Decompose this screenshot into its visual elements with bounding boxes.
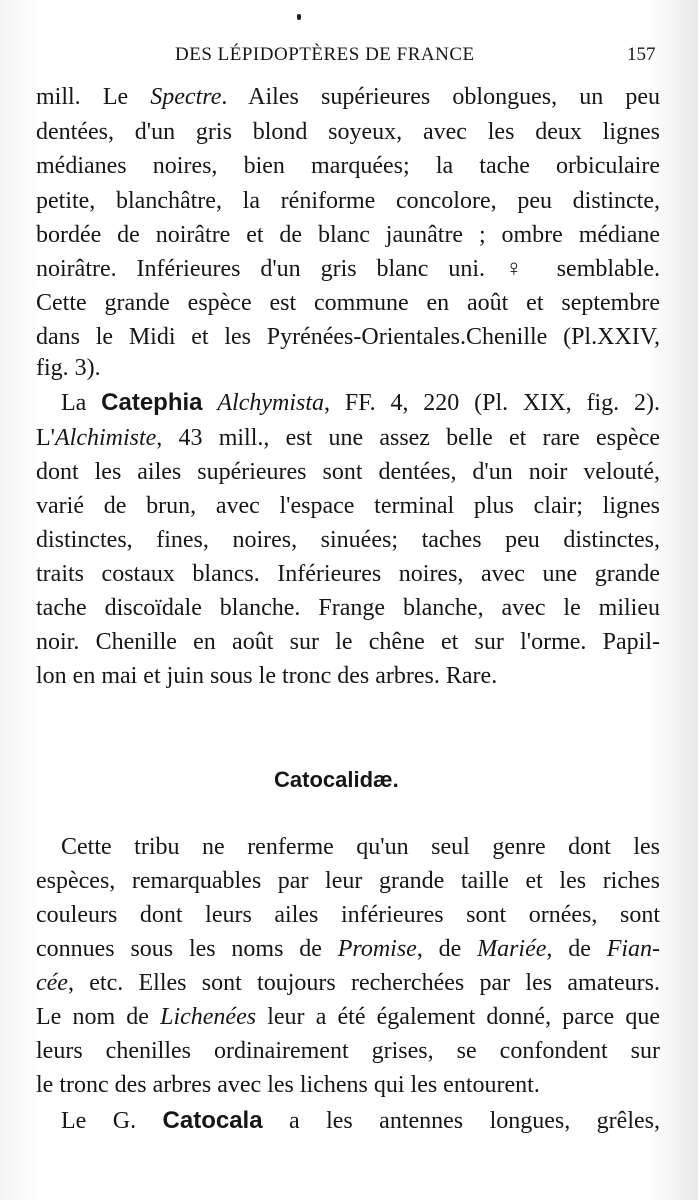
para3-line1: Cette tribu ne renferme qu'un seul genre dont les	[61, 834, 660, 860]
common-name-italic: Alchimiste	[54, 425, 157, 451]
name-italic: Promise	[337, 936, 417, 962]
text-run: L'	[36, 425, 55, 451]
para2-line3: dont les ailes supérieures sont dentées, d'un noir velouté,	[36, 459, 660, 485]
text-run: mill. Le	[36, 84, 151, 110]
para1-line2: dentées, d'un gris blond soyeux, avec les deux lignes	[36, 119, 660, 145]
text-run: La	[61, 390, 102, 416]
para2-line2	[36, 421, 660, 455]
text-run: , de	[546, 936, 607, 962]
para1-line7: Cette grande espèce est commune en août et septembre	[36, 290, 660, 316]
para4-line1	[61, 1104, 660, 1138]
para2-line4: varié de brun, avec l'espace terminal plus clair; lignes	[36, 493, 660, 519]
name-italic: Fian-	[606, 936, 661, 962]
page-number: 157	[627, 44, 656, 65]
para3-line8: le tronc des arbres avec les lichens qui les entourent.	[36, 1072, 540, 1098]
running-title: DES LÉPIDOPTÈRES DE FRANCE	[175, 44, 475, 65]
print-speck	[297, 14, 301, 20]
text-run	[203, 390, 218, 416]
para1-line8: dans le Midi et les Pyrénées-Orientales.Chenille (Pl.XXIV,	[36, 324, 660, 350]
para3-line3: couleurs dont leurs ailes inférieures sont ornées, sont	[36, 902, 660, 928]
para2-line1	[61, 386, 660, 420]
section-heading: Catocalidæ.	[274, 767, 399, 792]
para2-line6: traits costaux blancs. Inférieures noires, avec une grande	[36, 561, 660, 587]
genus-name-bold: Catephia	[101, 389, 203, 416]
para3-line6	[36, 1000, 660, 1034]
text-run: . Ailes supérieures oblongues, un peu	[221, 84, 661, 110]
text-run: a les antennes longues, grêles,	[262, 1108, 660, 1134]
para2-line8: noir. Chenille en août sur le chêne et sur l'orme. Papil-	[36, 629, 660, 655]
para3-line2: espèces, remarquables par leur grande taille et les riches	[36, 868, 660, 894]
species-name-italic: Spectre	[150, 84, 222, 110]
para1-line1	[36, 80, 660, 114]
name-italic: Lichenées	[160, 1004, 257, 1030]
text-run: , de	[416, 936, 478, 962]
para2-line5: distinctes, fines, noires, sinuées; taches peu distinctes,	[36, 527, 660, 553]
name-italic: Mariée	[477, 936, 547, 962]
para1-line4: petite, blanchâtre, la réniforme concolore, peu distincte,	[36, 188, 660, 214]
para1-line9: fig. 3).	[36, 355, 101, 381]
name-italic: cée	[36, 970, 68, 996]
genus-name-bold: Catocala	[162, 1107, 263, 1134]
para1-line3: médianes noires, bien marquées; la tache orbiculaire	[36, 153, 660, 179]
page-header	[0, 38, 698, 72]
para2-line9: lon en mai et juin sous le tronc des arbres. Rare.	[36, 663, 498, 689]
text-run: leur a été également donné, parce que	[256, 1004, 660, 1030]
text-run: connues sous les noms de	[36, 936, 338, 962]
para2-line7: tache discoïdale blanche. Frange blanche, avec le milieu	[36, 595, 660, 621]
para3-line4	[36, 932, 660, 966]
text-run: Le nom de	[36, 1004, 161, 1030]
para1-line5: bordée de noirâtre et de blanc jaunâtre ; ombre médiane	[36, 222, 660, 248]
text-run: Le G.	[61, 1108, 163, 1134]
para3-line5	[36, 966, 660, 1000]
para1-line6: noirâtre. Inférieures d'un gris blanc uni. ♀ semblable.	[36, 256, 660, 282]
text-run: , 43 mill., est une assez belle et rare espèce	[156, 425, 660, 451]
text-run: , etc. Elles sont toujours recherchées par les amateurs.	[67, 970, 660, 996]
species-name-italic: Alchymista	[217, 390, 324, 416]
para3-line7: leurs chenilles ordinairement grises, se confondent sur	[36, 1038, 660, 1064]
text-run: , FF. 4, 220 (Pl. XIX, fig. 2).	[324, 390, 660, 416]
